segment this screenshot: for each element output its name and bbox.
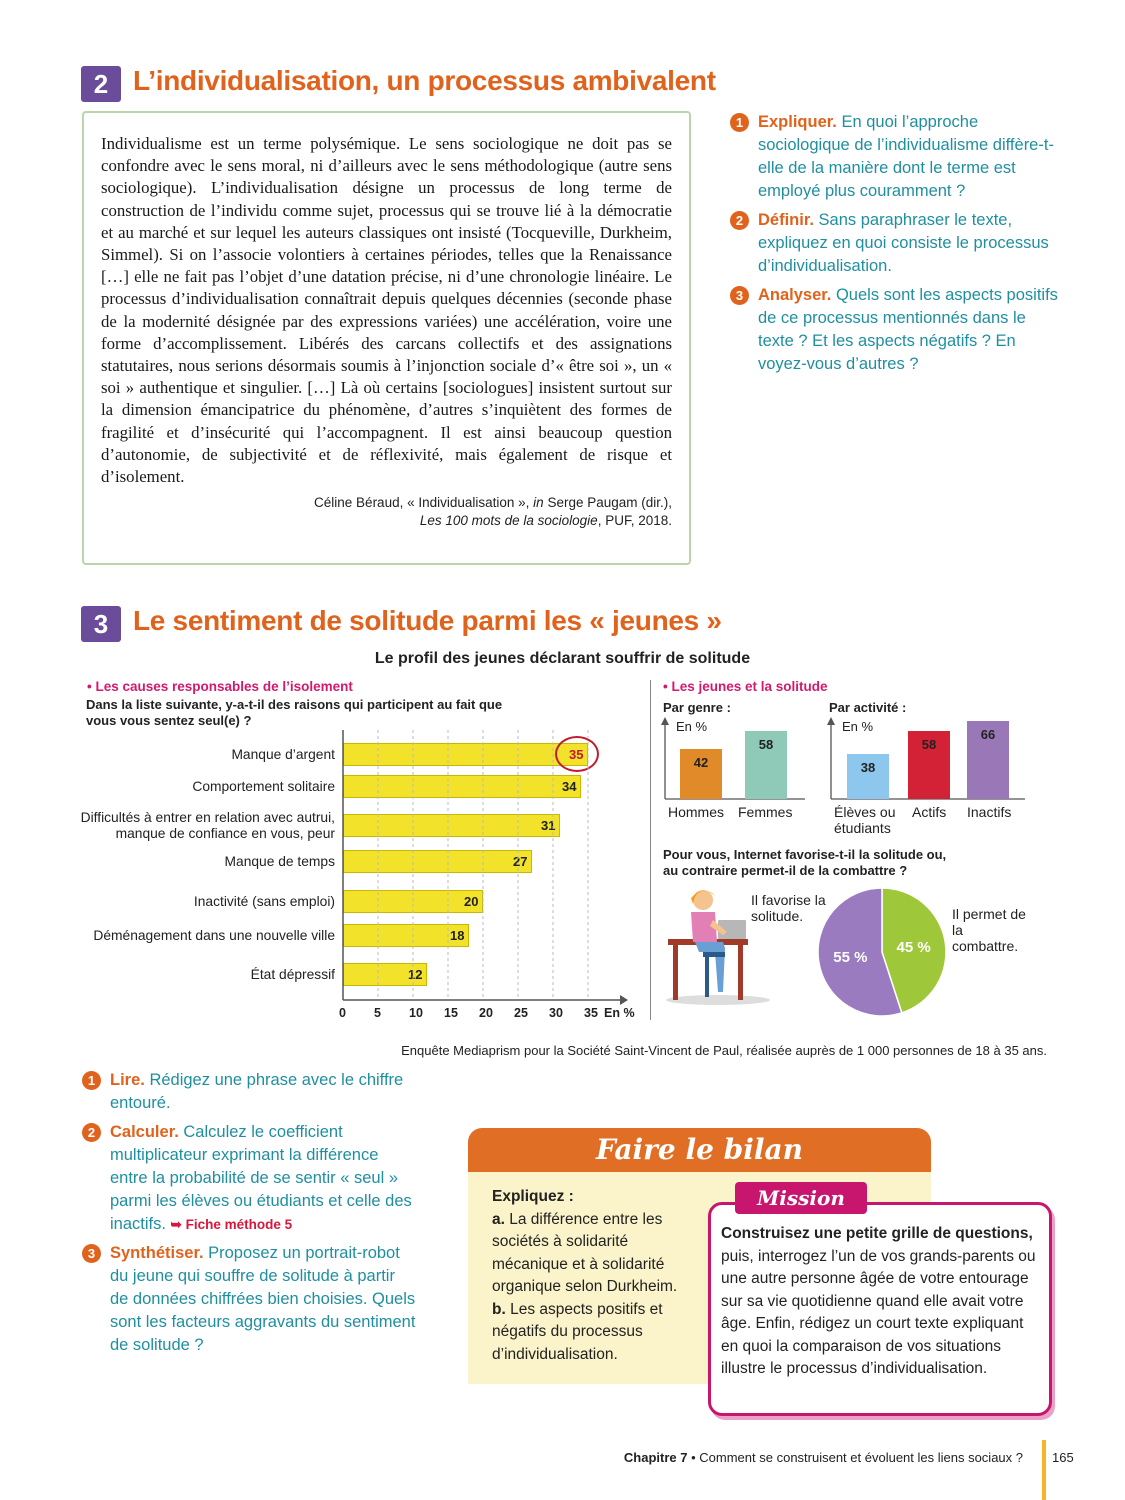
- x-tick-label: 5: [374, 1006, 381, 1020]
- pie-chart: [815, 885, 950, 1020]
- bar-category-label: Manque d’argent: [231, 747, 335, 762]
- bilan-title: Faire le bilan: [596, 1133, 803, 1166]
- x-tick-label: 0: [339, 1006, 346, 1020]
- fiche-methode-link[interactable]: ➥ Fiche méthode 5: [170, 1217, 293, 1232]
- vertical-bar-category: Élèves ou étudiants: [834, 804, 896, 836]
- question-item: [730, 111, 1060, 203]
- question-keyword: Lire.: [110, 1071, 145, 1089]
- question-keyword: Définir.: [758, 211, 814, 229]
- source-book: Les 100 mots de la sociologie: [419, 513, 598, 529]
- bar-value-label: 12: [408, 967, 423, 982]
- question-text: Sans paraphraser le texte, expliquez en quoi consiste le processus d’individualisation.: [758, 211, 1049, 275]
- question-text: Proposez un portrait-robot du jeune qui souffre de solitude à partir de données chiffrées bien choisies. Quels sont les facteurs aggravants du sentiment de solitude ?: [110, 1244, 416, 1354]
- mission-bold-text: Construisez une petite grille de questions,: [721, 1225, 1033, 1242]
- section-title: Le sentiment de solitude parmi les « jeunes »: [133, 605, 722, 636]
- page-number-bar: [1042, 1440, 1046, 1500]
- mission-text: [721, 1223, 1041, 1381]
- x-tick-label: 20: [479, 1006, 493, 1020]
- mission-body-text: puis, interrogez l’un de vos grands-parents ou une autre personne âgée de votre entourage sur sa vie quotidienne quand elle avait votre âge. Enfin, rédigez un court texte expliquant en quoi la comparaison de vos situations illustre le processus d’individualisation.: [721, 1247, 1036, 1377]
- chart-subtitle: • Les causes responsables de l’isolement: [87, 679, 353, 694]
- chart-divider: [650, 680, 651, 1020]
- bar-category-label: État dépressif: [250, 967, 335, 982]
- vertical-bar-category: Inactifs: [967, 804, 1012, 820]
- question-text: Quels sont les aspects positifs de ce processus mentionnés dans le texte ? Et les aspects négatifs ? En voyez-vous d’autres ?: [758, 286, 1058, 373]
- pie-label-favorise: Il favorise la solitude.: [751, 892, 826, 924]
- vertical-bar-value: 66: [980, 727, 996, 743]
- bar-value-label: 20: [464, 894, 479, 909]
- question-item: [82, 1242, 417, 1357]
- gender-unit-label: En %: [676, 719, 708, 734]
- gender-group-label: Par genre :: [663, 700, 731, 715]
- bar-value-label: 27: [513, 854, 528, 869]
- question-text: Calculez le coefficient multiplicateur exprimant la différence entre la probabilité de se sentir « seul » parmi les élèves ou étudiants et celle des inactifs.: [110, 1123, 412, 1233]
- question-number: 1: [730, 113, 749, 132]
- x-tick-label: 35: [584, 1006, 598, 1020]
- question-number: 3: [82, 1244, 101, 1263]
- activity-group-label: Par activité :: [829, 700, 907, 715]
- question-number: 2: [82, 1123, 101, 1142]
- document-text-box: [82, 111, 691, 565]
- page-footer: [624, 1450, 1023, 1465]
- source-in: in: [533, 495, 544, 511]
- vertical-bar-value: 42: [693, 755, 709, 771]
- question-keyword: Synthétiser.: [110, 1244, 204, 1262]
- bilan-item-b: Les aspects positifs et négatifs du processus d’individualisation.: [492, 1300, 663, 1363]
- question-text: Rédigez une phrase avec le chiffre entouré.: [110, 1071, 404, 1112]
- section-title: L’individualisation, un processus ambivalent: [133, 65, 716, 96]
- vertical-bar-value: 58: [921, 736, 937, 752]
- pie-slice-label: 55 %: [833, 949, 868, 967]
- section2-questions: [730, 111, 1060, 382]
- page-number: 165: [1052, 1450, 1074, 1465]
- source-editor: Serge Paugam (dir.),: [543, 495, 672, 511]
- bar-value-label: 34: [562, 779, 577, 794]
- activity-y-arrow: [827, 717, 835, 725]
- bar-chart-axes: [330, 730, 640, 1015]
- x-axis-label: En %: [604, 1006, 635, 1020]
- bar-value-label: 18: [450, 928, 465, 943]
- x-tick-label: 25: [514, 1006, 528, 1020]
- section-number-badge: 3: [81, 606, 121, 642]
- question-number: 3: [730, 286, 749, 305]
- question-keyword: Analyser.: [758, 286, 832, 304]
- gender-y-arrow: [661, 717, 669, 725]
- vertical-bar-value: 58: [758, 736, 774, 752]
- x-tick-label: 10: [409, 1006, 423, 1020]
- mission-tag: Mission: [735, 1182, 867, 1214]
- footer-separator: •: [687, 1450, 700, 1465]
- activity-unit-label: En %: [842, 719, 874, 734]
- question-text: En quoi l’approche sociologique de l’individualisme diffère-t-elle de la manière dont le terme est employé plus couramment ?: [758, 113, 1054, 200]
- bilan-item-b-key: b.: [492, 1300, 506, 1318]
- chart-subtitle: • Les jeunes et la solitude: [663, 679, 828, 694]
- bilan-item-a: La différence entre les sociétés à solidarité mécanique et à solidarité organique selon Durkheim.: [492, 1210, 678, 1295]
- source-author: Céline Béraud, « Individualisation »,: [314, 495, 534, 511]
- bar-category-label: Difficultés à entrer en relation avec autrui, manque de confiance en vous, peur: [80, 810, 335, 841]
- x-tick-label: 30: [549, 1006, 563, 1020]
- question-item: [82, 1069, 417, 1115]
- footer-chapter: Chapitre 7: [623, 1450, 688, 1465]
- bilan-explain-heading: Expliquez :: [492, 1188, 574, 1205]
- x-tick-label: 15: [444, 1006, 458, 1020]
- bilan-item-a-key: a.: [492, 1210, 505, 1228]
- question-item: [82, 1121, 417, 1236]
- question-item: [730, 284, 1060, 376]
- chart-question: Dans la liste suivante, y-a-t-il des raisons qui participent au fait que vous vous sentez seul(e) ?: [86, 697, 503, 728]
- document-paragraph: Individualisme est un terme polysémique. Le sens sociologique ne doit pas se confondre avec le sens moral, ni d’ailleurs avec le sens méthodologique (autre sens sociologique). L’individualisation désigne un processus de long terme de construction de l’individu comme sujet, processus qui se trouve lié à la démocratie et au marché et sur lequel les auteurs classiques ont insisté (Tocqueville, Durkheim, Simmel). Si on l’associe volontiers à certaines périodes, telles que la Renaissance […] elle ne fait pas l’objet d’une datation précise, ni d’une chronologie linéaire. Le processus d’individualisation connaîtrait depuis quelques décennies (seconde phase de la modernité désignée par des expressions variées) une accélération, voire une forme d’accomplissement. Libérés des carcans collectifs et des assignations statutaires, nous serions désormais soumis à l’injonction sociale d’« être soi », un « soi » authentique et singulier. […] Là où certains [sociologues] insistent surtout sur la dimension émancipatrice du phénomène, d’autres s’inquiètent des formes de fragilité et d’insécurité qui l’accompagnent. Il est ainsi beaucoup question d’autonomie, de subjectivité et de réflexivité, mais également de risque et d’isolement.: [101, 134, 672, 487]
- vertical-bar-category: Hommes: [668, 804, 725, 820]
- question-number: 1: [82, 1071, 101, 1090]
- question-number: 2: [730, 211, 749, 230]
- pie-label-combattre: Il permet de la combattre.: [952, 906, 1026, 954]
- vertical-bar-value: 38: [860, 760, 876, 776]
- bar-category-label: Manque de temps: [224, 854, 335, 869]
- question-item: [730, 209, 1060, 278]
- bilan-explain: [492, 1186, 697, 1366]
- footer-chapter-title: Comment se construisent et évoluent les liens sociaux ?: [699, 1450, 1023, 1465]
- question-keyword: Calculer.: [110, 1123, 179, 1141]
- source-publisher: , PUF, 2018.: [597, 513, 672, 529]
- x-axis-arrow: [620, 995, 628, 1005]
- bar-value-label: 31: [541, 818, 556, 833]
- pie-slice-label: 45 %: [896, 938, 931, 956]
- bar-value-label: 35: [569, 747, 584, 762]
- mission-box: [708, 1202, 1052, 1416]
- bar-category-label: Comportement solitaire: [192, 779, 335, 794]
- bilan-header: [468, 1128, 931, 1172]
- section3-questions: [82, 1069, 417, 1363]
- document-source: [101, 494, 672, 530]
- bar-category-label: Déménagement dans une nouvelle ville: [93, 928, 335, 943]
- chart-title: Le profil des jeunes déclarant souffrir de solitude: [374, 650, 751, 667]
- question-keyword: Expliquer.: [758, 113, 837, 131]
- section-number-badge: 2: [81, 66, 121, 102]
- bar-category-label: Inactivité (sans emploi): [193, 894, 335, 909]
- vertical-bar-category: Femmes: [738, 804, 793, 820]
- vertical-bar-category: Actifs: [912, 804, 947, 820]
- survey-source: Enquête Mediaprism pour la Société Saint-Vincent de Paul, réalisée auprès de 1 000 personnes de 18 à 35 ans.: [401, 1043, 1047, 1058]
- pie-question: Pour vous, Internet favorise-t-il la solitude ou, au contraire permet-il de la combattre ?: [663, 847, 947, 878]
